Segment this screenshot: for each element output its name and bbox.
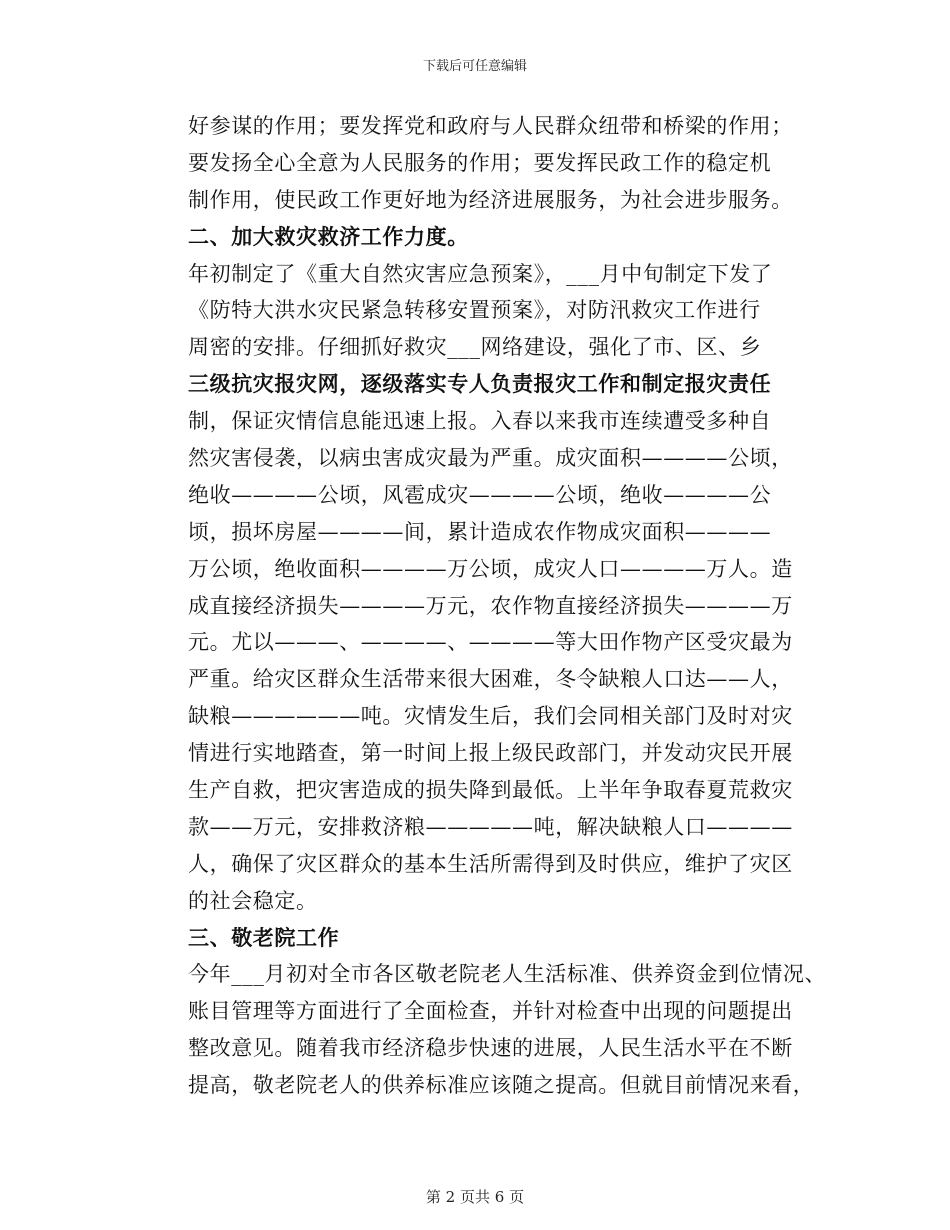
text-line: 《防特大洪水灾民紧急转移安置预案》，对防汛救灾工作进行 bbox=[188, 298, 761, 323]
text-line: 账目管理等方面进行了全面检查，并针对检查中出现的问题提出 bbox=[188, 999, 793, 1024]
text-line: 情进行实地踏查，第一时间上报上级民政部门，并发动灾民开展 bbox=[188, 741, 793, 766]
text-line: 制作用，使民政工作更好地为经济进展服务，为社会进步服务。 bbox=[188, 187, 793, 212]
text-line: 生产自救，把灾害造成的损失降到最低。上半年争取春夏荒救灾 bbox=[188, 778, 793, 803]
text-line: 制，保证灾情信息能迅速上报。入春以来我市连续遭受多种自 bbox=[188, 409, 772, 434]
document-body bbox=[188, 108, 828, 1104]
text-line: 缺粮——————吨。灾情发生后，我们会同相关部门及时对灾 bbox=[188, 704, 793, 729]
text-line: 绝收————公顷，风雹成灾————公顷，绝收————公 bbox=[188, 482, 772, 507]
page-header: 下载后可任意编辑 bbox=[422, 59, 527, 74]
text-line: 元。尤以———、————、————等大田作物产区受灾最为 bbox=[188, 630, 793, 655]
page-footer: 第 2 页共 6 页 bbox=[425, 1188, 525, 1206]
text-line: 然灾害侵袭，以病虫害成灾最为严重。成灾面积————公顷， bbox=[188, 446, 793, 471]
section-heading: 二、加大救灾救济工作力度。 bbox=[188, 223, 469, 249]
text-line: 整改意见。随着我市经济稳步快速的进展，人民生活水平在不断 bbox=[188, 1036, 793, 1061]
text-line: 成直接经济损失————万元，农作物直接经济损失————万 bbox=[188, 593, 793, 618]
text-line: 严重。给灾区群众生活带来很大困难，冬令缺粮人口达——人， bbox=[188, 667, 793, 692]
text-line: 周密的安排。仔细抓好救灾___网络建设，强化了市、区、乡 bbox=[188, 335, 762, 360]
text-line: 的社会稳定。 bbox=[188, 888, 318, 913]
text-line: 人，确保了灾区群众的基本生活所需得到及时供应，维护了灾区 bbox=[188, 851, 793, 876]
text-line: 提高，敬老院老人的供养标准应该随之提高。但就目前情况来看， bbox=[188, 1073, 815, 1098]
section-heading: 三、敬老院工作 bbox=[188, 924, 340, 950]
text-line: 款——万元，安排救济粮—————吨，解决缺粮人口———— bbox=[188, 814, 793, 839]
text-line: 好参谋的作用；要发挥党和政府与人民群众纽带和桥梁的作用； bbox=[188, 114, 793, 138]
text-line: 今年___月初对全市各区敬老院老人生活标准、供养资金到位情况、 bbox=[188, 962, 827, 987]
text-line: 万公顷，绝收面积————万公顷，成灾人口————万人。造 bbox=[188, 556, 793, 581]
bold-text-line: 三级抗灾报灾网，逐级落实专人负责报灾工作和制定报灾责任 bbox=[188, 371, 772, 397]
text-line: 要发扬全心全意为人民服务的作用；要发挥民政工作的稳定机 bbox=[188, 150, 772, 175]
text-line: 年初制定了《重大自然灾害应急预案》，___月中旬制定下发了 bbox=[188, 261, 773, 286]
text-line: 顷，损坏房屋————间，累计造成农作物成灾面积———— bbox=[188, 519, 772, 544]
